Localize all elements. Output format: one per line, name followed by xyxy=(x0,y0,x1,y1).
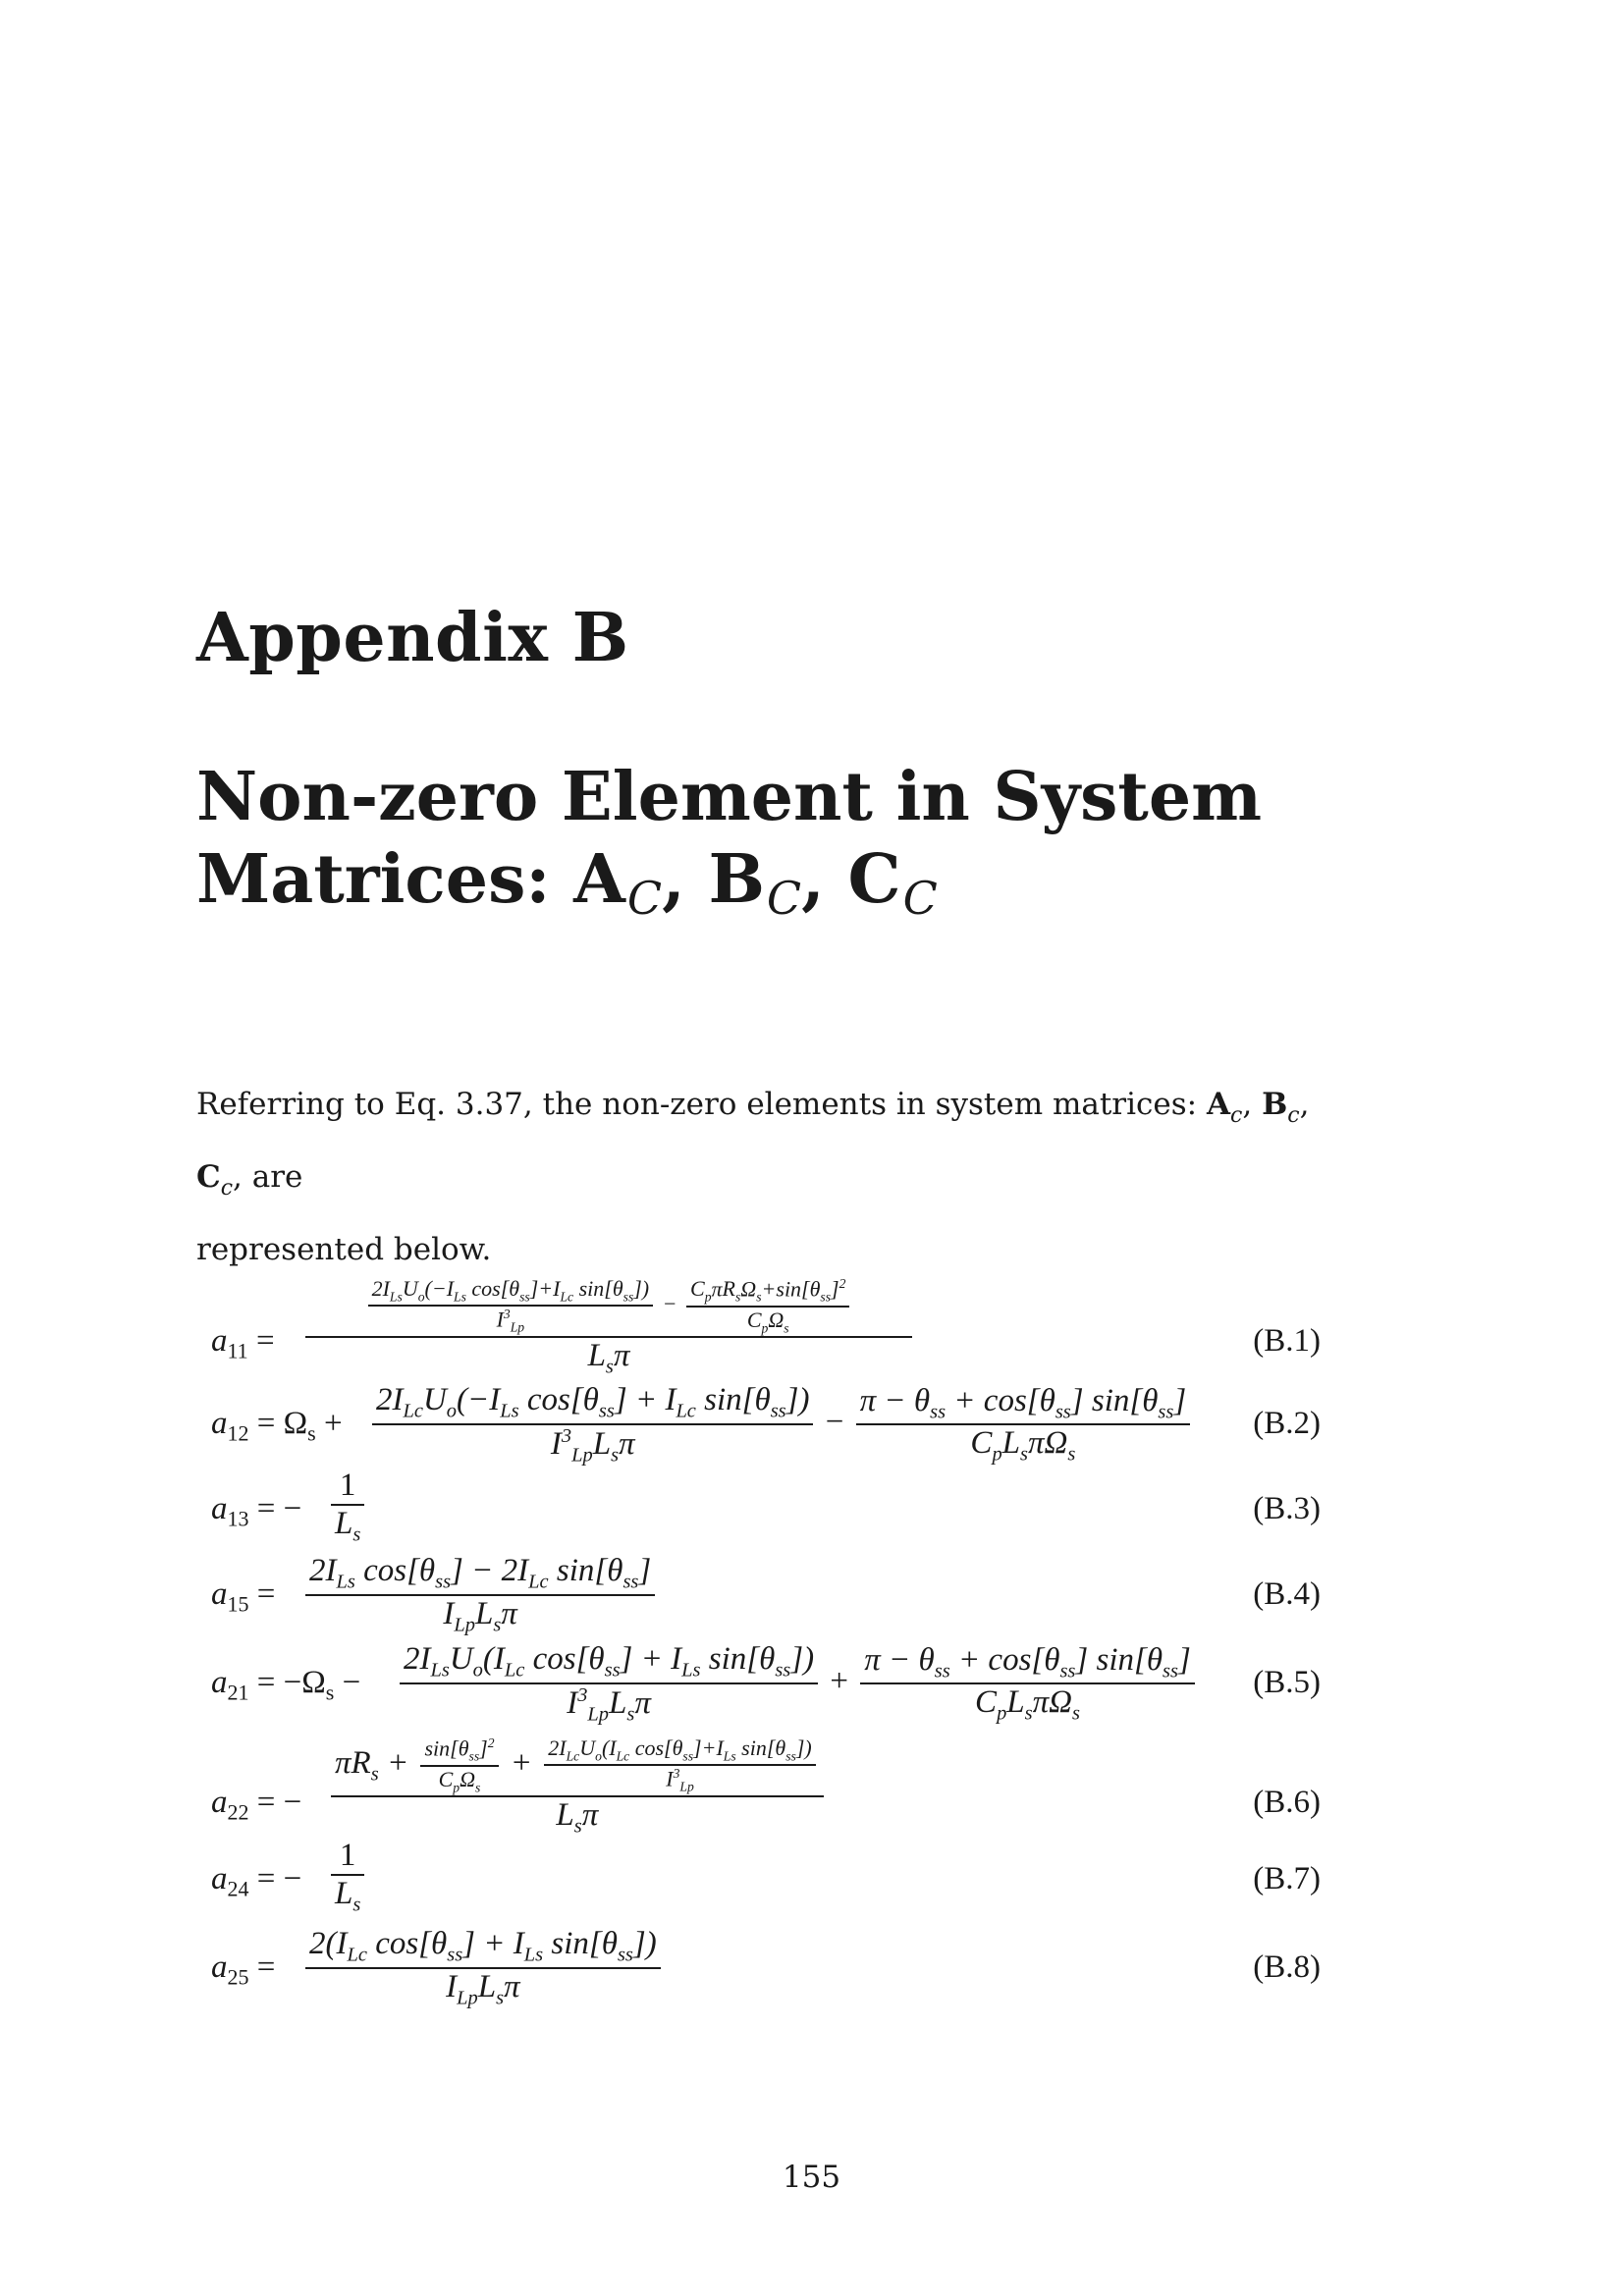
equation-b3: $a_{13}$ = − $\frac{1}{L_s}$ (B.3) xyxy=(211,1468,1321,1546)
page-number: 155 xyxy=(782,2160,841,2195)
appendix-title xyxy=(196,756,1262,928)
equation-b6: $a_{22}$ = − $\pi R_s$ + $\frac{\sin[\theta_{ss}]^2}{C_p\Omega_s}$ + $\frac{2I_{Lc}U_o(I_{Lc} \cos[\theta_{ss}]+I_{Ls} \sin[\theta_{ss}])}{I^3_{Lp}}$ $L_s\pi$ (B.6) xyxy=(211,1735,1321,1838)
equation-b5: $a_{21} = -\Omega_s$ − $\frac{2I_{Ls}U_o(I_{Lc} \cos[\theta_{ss}] + I_{Ls} \sin[\theta_{ss}])}{I^3_{Lp}L_s\pi}$ + $\frac{\pi - \theta_{ss} + \cos[\theta_{ss}] \sin[\theta_{ss}]}{C_pL_s\pi\Omega_s}$ (B.5) xyxy=(211,1641,1321,1726)
equation-b2: $a_{12} = \Omega_s$ + $\frac{2I_{Lc}U_o(-I_{Ls} \cos[\theta_{ss}] + I_{Lc} \sin[\theta_{ss}])}{I^3_{Lp}L_s\pi}$ − $\frac{\pi - \theta_{ss} + \cos[\theta_{ss}] \sin[\theta_{ss}]}{C_pL_s\pi\Omega_s}$ (B.2) xyxy=(211,1382,1321,1467)
equation-b7: $a_{24}$ = − $\frac{1}{L_s}$ (B.7) xyxy=(211,1838,1321,1916)
intro-paragraph: Referring to Eq. 3.37, the non-zero elements in system matrices: $A_c$, $B_c$, $C_c$, are represented below. xyxy=(196,1087,1310,1267)
title-line-1: Non-zero Element in System xyxy=(196,758,1263,836)
title-line-2: Matrices: AC, BC, CC xyxy=(196,840,938,925)
equation-b4: $a_{15}$ = $\frac{2I_{Ls} \cos[\theta_{ss}] - 2I_{Lc} \sin[\theta_{ss}]}{I_{Lp}L_s\pi}$ (B.4) xyxy=(211,1553,1321,1636)
equation-b8: $a_{25}$ = $\frac{2(I_{Lc} \cos[\theta_{ss}] + I_{Ls} \sin[\theta_{ss}])}{I_{Lp}L_s\pi}$ (B.8) xyxy=(211,1926,1321,2009)
equation-b1: $a_{11}$ = $\frac{2I_{Ls}U_o(-I_{Ls} \cos[\theta_{ss}]+I_{Lc} \sin[\theta_{ss}])}{I^3_{Lp}}$ − $\frac{C_p\pi R_s\Omega_s+\sin[\theta_{ss}]^2}{C_p\Omega_s}$ $L_s\pi$ (B.1) xyxy=(211,1276,1321,1378)
appendix-label: Appendix B xyxy=(196,599,629,677)
